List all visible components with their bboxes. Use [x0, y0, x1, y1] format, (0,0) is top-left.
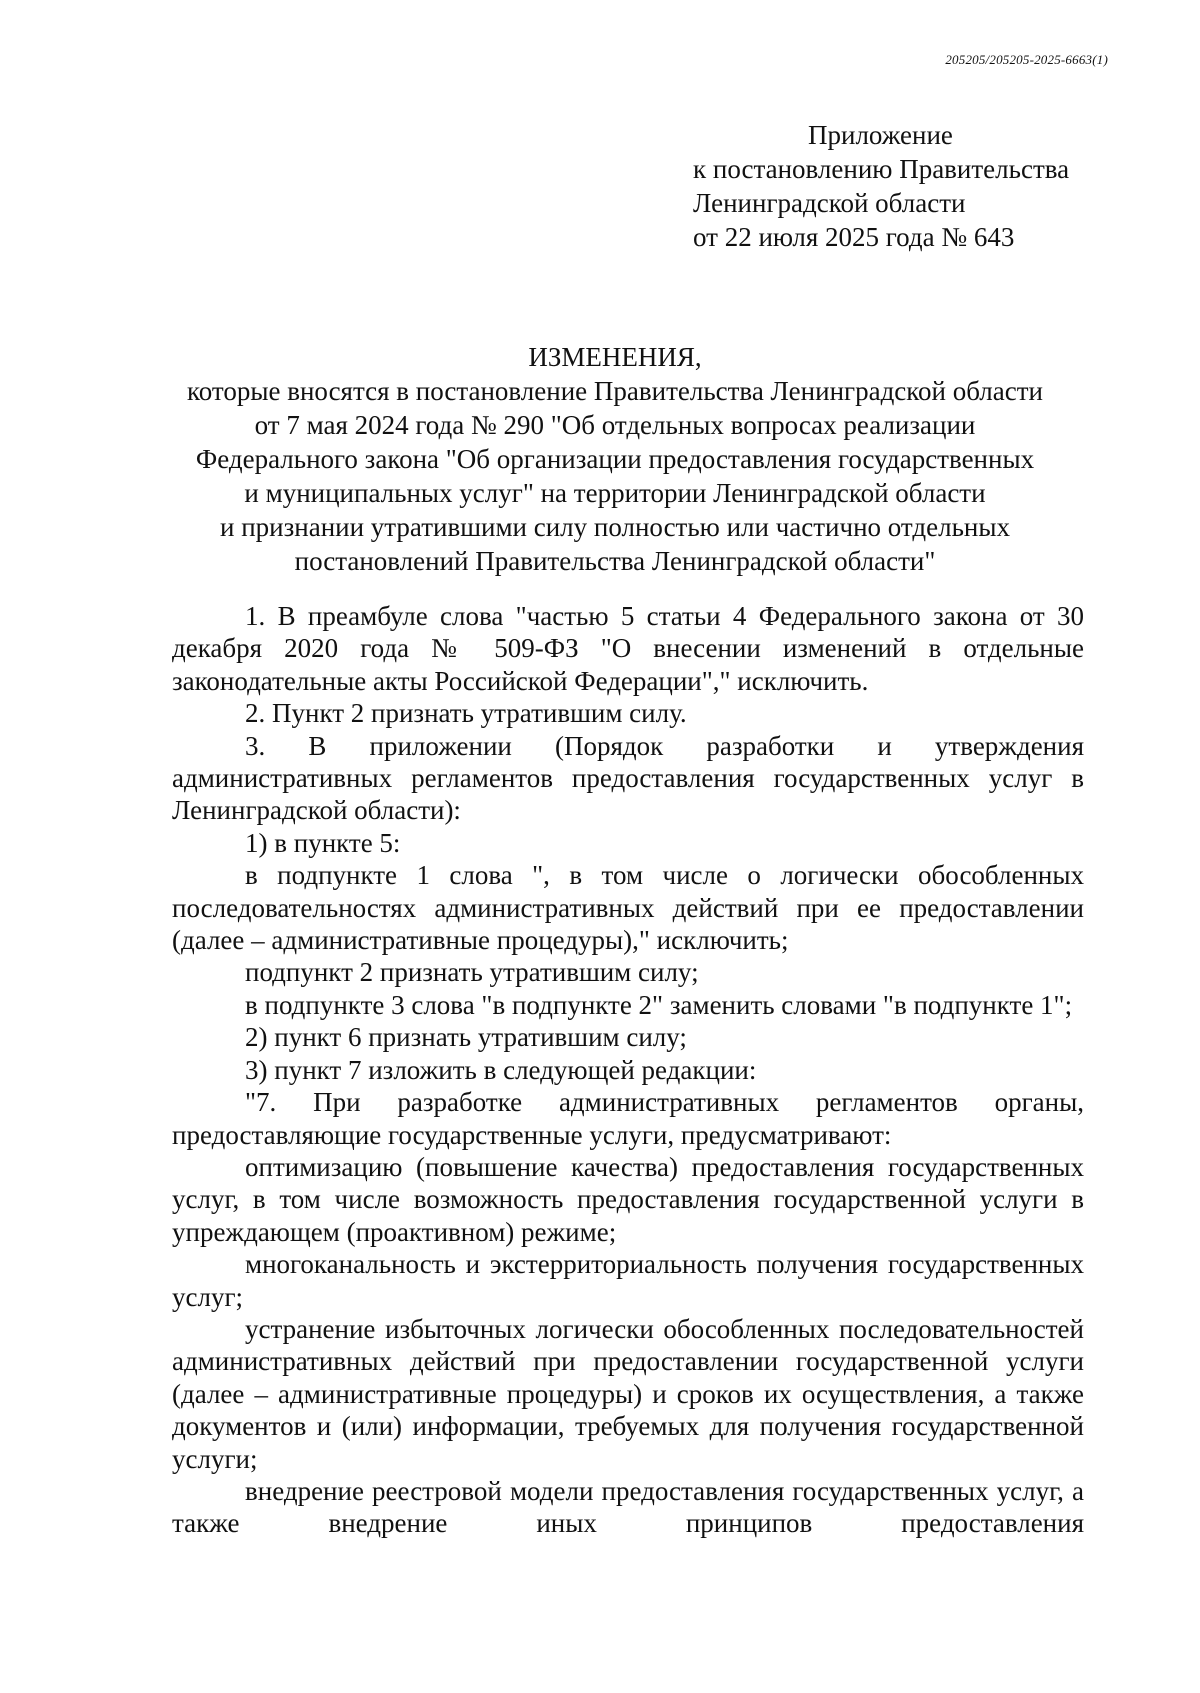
appendix-line: Ленинградской области [693, 188, 966, 218]
title-line: которые вносятся в постановление Правительства Ленинградской области [186, 376, 1043, 406]
paragraph: 2. Пункт 2 признать утратившим силу. [245, 698, 687, 729]
paragraph: внедрение реестровой модели предоставления государственных услуг, а также внедрение иных принципов предоставления [172, 1475, 1084, 1539]
paragraph: в подпункте 3 слова "в подпункте 2" заменить словами "в подпункте 1"; [245, 989, 1073, 1020]
title-line: Федерального закона "Об организации предоставления государственных [195, 444, 1035, 474]
document-body [172, 600, 1084, 1540]
title-line: постановлений Правительства Ленинградской области" [294, 546, 936, 576]
paragraph: "7. При разработке административных регламентов органы, предоставляющие государственные услуги, предусматривают: [172, 1087, 1084, 1150]
appendix-line: Приложение [808, 120, 953, 150]
appendix-line: от 22 июля 2025 года № 643 [693, 222, 1015, 252]
title-line: и признании утратившими силу полностью или частично отдельных [220, 512, 1010, 542]
paragraph: 2) пункт 6 признать утратившим силу; [245, 1022, 687, 1053]
title-line: и муниципальных услуг" на территории Ленинградской области [244, 478, 986, 508]
document-title [150, 340, 1080, 578]
paragraph: устранение избыточных логически обособленных последовательностей административных действий при предоставлении государственной услуги (далее – административные процедуры) и сроков их осуществления, а также документов и (или) информации, требуемых для получения государственной услуги; [172, 1313, 1084, 1474]
paragraph: многоканальность и экстерриториальность получения государственных услуг; [172, 1249, 1084, 1312]
paragraph: 3. В приложении (Порядок разработки и утверждения административных регламентов предоставления государственных услуг в Ленинградской области): [172, 730, 1084, 826]
document-number: 205205/205205-2025-6663(1) [945, 52, 1108, 67]
paragraph: 3) пункт 7 изложить в следующей редакции: [245, 1054, 757, 1085]
paragraph: оптимизацию (повышение качества) предоставления государственных услуг, в том числе возможность предоставления государственной услуги в упреждающем (проактивном) режиме; [172, 1151, 1084, 1247]
paragraph: подпункт 2 признать утратившим силу; [245, 957, 699, 988]
paragraph: 1. В преамбуле слова "частью 5 статьи 4 Федерального закона от 30 декабря 2020 года № 509-ФЗ "О внесении изменений в отдельные законодательные акты Российской Федерации"," исключить. [172, 601, 1084, 696]
title-heading: ИЗМЕНЕНИЯ, [528, 342, 702, 372]
appendix-line: к постановлению Правительства [693, 154, 1070, 184]
title-line: от 7 мая 2024 года № 290 "Об отдельных вопросах реализации [254, 410, 976, 440]
appendix-block [693, 118, 1069, 254]
paragraph: в подпункте 1 слова ", в том числе о логически обособленных последовательностях административных действий при ее предоставлении (далее – административные процедуры)," исключить; [172, 860, 1084, 956]
paragraph: 1) в пункте 5: [245, 827, 401, 858]
